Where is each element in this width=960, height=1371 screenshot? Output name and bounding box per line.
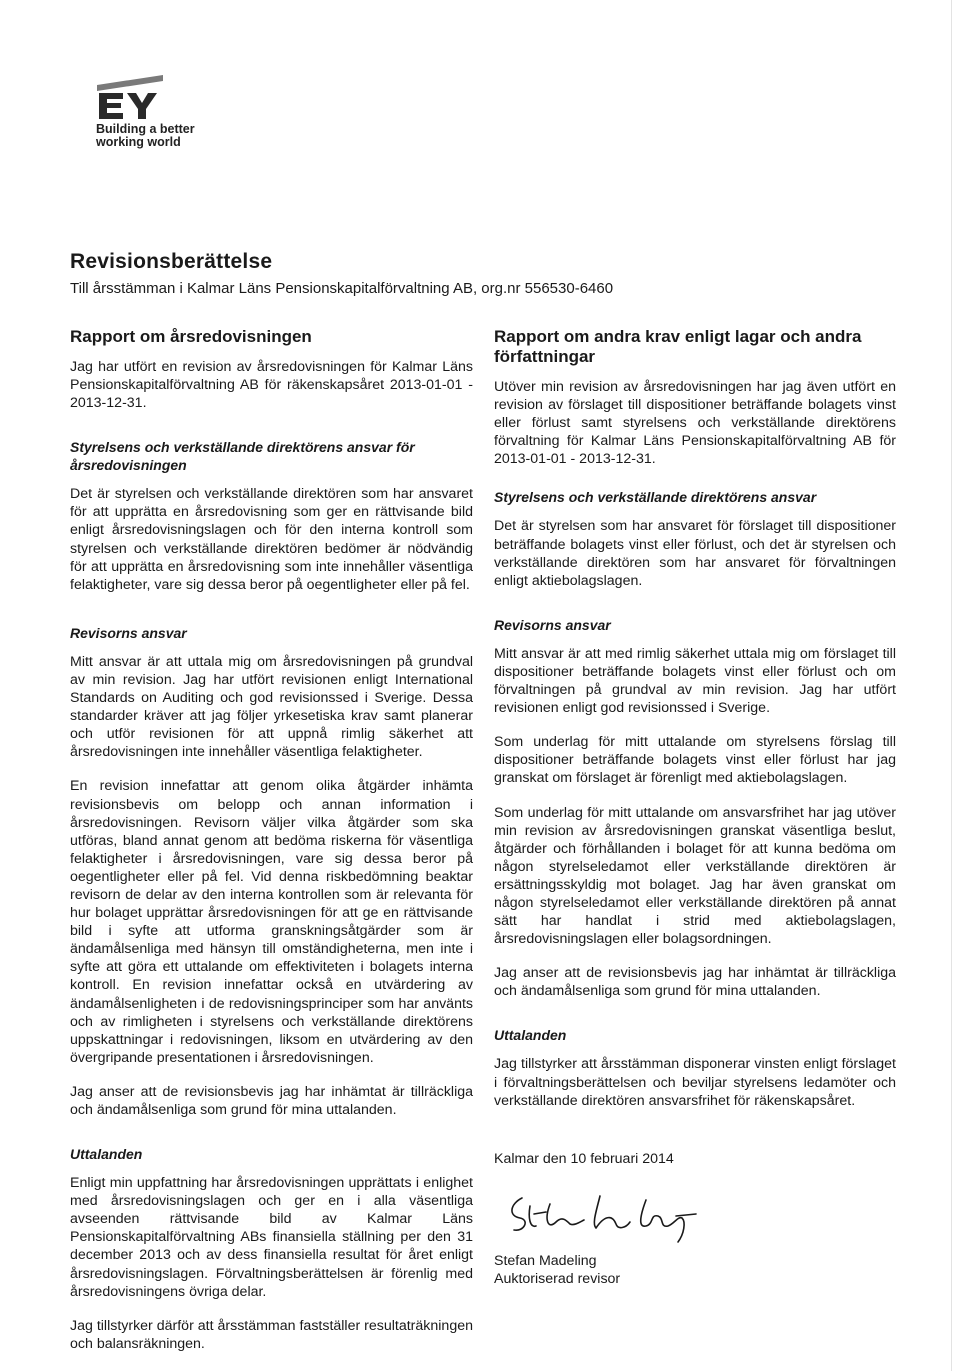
section-heading-other-requirements: Rapport om andra krav enligt lagar och andra författningar (494, 327, 862, 366)
section-heading-annual-report: Rapport om årsredovisningen (70, 327, 312, 346)
subheading-opinions-right: Uttalanden (494, 1027, 567, 1044)
auditor-responsibility-p2: En revision innefattar att genom olika åtgärder inhämta revisionsbevis om belopp och annan information i årsredovisningen. Revisorn väljer vilka åtgärder som ska utföras, bland annat genom att bedöma riskerna för väsentliga felaktigheter i årsredovisningen, vare sig dessa beror på oegentligheter eller på fel. Vid denna riskbedömning beaktar revisorn de delar av den interna kontrollen som är relevanta för hur bolaget upprättar årsredovisningen för att ge en rättvisande bild i syfte att utforma granskningsåtgärder som är ändamålsenliga med hänsyn till omständigheterna, men inte i syfte att göra ett uttalande om effektiviteten i bolagets interna kontroll. En revision innefattar också en utvärdering av ändamålsenligheten i de redovisningsprinciper som har använts och av rimligheten i styrelsens och verkställande direktörens uppskattningar i redovisningen, liksom en utvärdering av den övergripande presentationen i årsredovisningen. (70, 778, 473, 1066)
tagline-line-2: working world (96, 135, 181, 149)
subheading-auditor-responsibility: Revisorns ansvar (70, 624, 187, 641)
subheading-board-responsibility: Styrelsens och verkställande direktörens ansvar för årsredovisningen (70, 439, 415, 474)
place-and-date: Kalmar den 10 februari 2014 (494, 1150, 674, 1167)
right-column (494, 327, 896, 1288)
scan-edge-line (951, 0, 952, 1371)
subheading-opinions: Uttalanden (70, 1146, 143, 1163)
auditor-responsibility-right-p3: Som underlag för mitt uttalande om ansvarsfrihet har jag utöver min revision av årsredovisningen granskat väsentliga beslut, åtgärder och förhållanden i bolaget för att kunna bedöma om någon styrelseledamot eller verkställande direktören är ersättningsskyldig mot bolaget. Jag har även granskat om någon styrelseledamot eller verkställande direktören på annat sätt har handlat i strid med aktiebolagslagen, årsredovisningslagen eller bolagsordningen. (494, 804, 896, 948)
opinions-p1: Enligt min uppfattning har årsredovisningen upprättats i enlighet med årsredovisningslagen och ger en i alla väsentliga avseenden rättvisande bild av Kalmar Läns Pensionskapitalförvaltning ABs finansiella ställning per den 31 december 2013 och av dess finansiella resultat för året enligt årsredovisningslagen. Förvaltningsberättelsen är förenlig med årsredovisningens övriga delar. (70, 1175, 473, 1300)
auditor-responsibility-right-p1: Mitt ansvar är att med rimlig säkerhet uttala mig om förslaget till dispositioner beträffande bolagets vinst eller förlust och om förvaltningen på grundval av min revision. Jag har utfört revisionen enligt god revisionssed i Sverige. (494, 645, 896, 717)
intro-paragraph-right: Utöver min revision av årsredovisningen har jag även utfört en revision av förslaget till dispositioner beträffande bolagets vinst eller förlust samt styrelsens och verkställande direktörens förvaltning för Kalmar Läns Pensionskapitalförvaltning AB för 2013-01-01 - 2013-12-31. (494, 379, 896, 468)
intro-paragraph: Jag har utfört en revision av årsredovisningen för Kalmar Läns Pensionskapitalförvaltning AB för räkenskapsåret 2013-01-01 - 2013-12-31. (70, 359, 473, 412)
signatory-role: Auktoriserad revisor (494, 1270, 621, 1287)
document-title: Revisionsberättelse (70, 250, 273, 273)
opinions-right-p1: Jag tillstyrker att årsstämman disponerar vinsten enligt förslaget i förvaltningsberättelsen och beviljar styrelsens ledamöter och verkställande direktören ansvarsfrihet för räkenskapsåret. (494, 1056, 896, 1109)
ey-logo (95, 75, 167, 119)
auditor-responsibility-p3: Jag anser att de revisionsbevis jag har inhämtat är tillräckliga och ändamålsenliga som grund för mina uttalanden. (70, 1083, 473, 1118)
signatory-name: Stefan Madeling (494, 1252, 597, 1269)
subheading-board-responsibility-right: Styrelsens och verkställande direktörens ansvar (494, 489, 817, 506)
handwritten-signature (500, 1186, 710, 1246)
auditor-responsibility-p1: Mitt ansvar är att uttala mig om årsredovisningen på grundval av min revision. Jag har utfört revisionen enligt International Standards on Auditing och god revisionssed i Sverige. Dessa standarder kräver att jag följer yrkesetiska krav samt planerar och utför revisionen för att uppnå rimlig säkerhet att årsredovisningen inte innehåller väsentliga felaktigheter. (70, 653, 473, 761)
board-responsibility-text-right: Det är styrelsen som har ansvaret för förslaget till dispositioner beträffande bolagets vinst eller förlust, och det är styrelsen och verkställande direktören som har ansvaret för förvaltningen enligt aktiebolagslagen. (494, 518, 896, 589)
opinions-p2: Jag tillstyrker därför att årsstämman fastställer resultaträkningen och balansräkningen. (70, 1317, 473, 1352)
tagline-line-1: Building a better (96, 122, 195, 136)
auditor-responsibility-right-p4: Jag anser att de revisionsbevis jag har inhämtat är tillräckliga och ändamålsenliga som grund för mina uttalanden. (494, 965, 896, 1000)
board-responsibility-text: Det är styrelsen och verkställande direktören som har ansvaret för att upprätta en årsredovisning som ger en rättvisande bild enligt årsredovisningslagen och för den interna kontroll som styrelsen och verkställande direktören bedömer är nödvändig för att upprätta en årsredovisning som inte innehåller väsentliga felaktigheter, vare sig dessa beror på oegentligheter eller på fel. (70, 486, 473, 593)
subheading-auditor-responsibility-right: Revisorns ansvar (494, 616, 611, 633)
left-column (70, 327, 473, 1353)
document-subtitle: Till årsstämman i Kalmar Läns Pensionskapitalförvaltning AB, org.nr 556530-6460 (70, 280, 614, 297)
logo-tagline (96, 123, 195, 149)
auditor-responsibility-right-p2: Som underlag för mitt uttalande om styrelsens förslag till dispositioner beträffande bolagets vinst eller förlust har jag granskat om förslaget är förenligt med aktiebolagslagen. (494, 734, 896, 787)
